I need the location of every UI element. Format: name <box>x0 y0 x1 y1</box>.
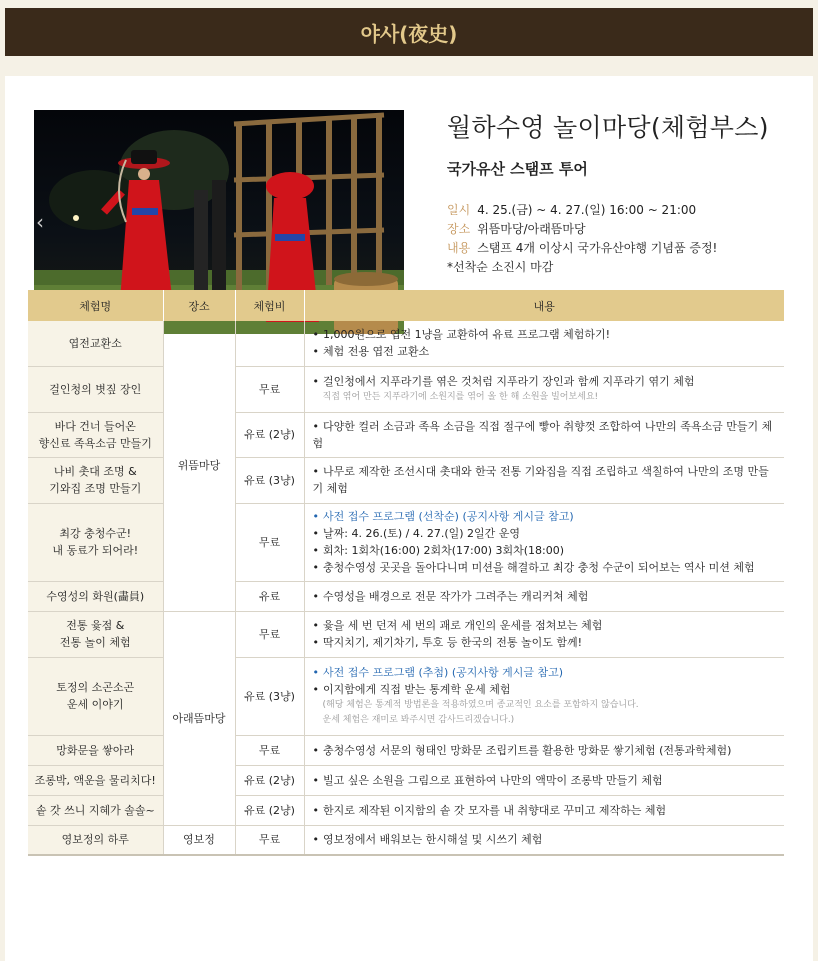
content-bullet: • 다양한 컬러 소금과 족욕 소금을 직접 절구에 빻아 취향껏 조합하여 나만의 족욕소금 만들기 체험 <box>313 418 779 452</box>
content-bullet: • 딱지치기, 제기차기, 투호 등 한국의 전통 놀이도 함께! <box>313 634 779 651</box>
content-row <box>447 239 797 258</box>
name-line: 영보정의 하루 <box>61 833 129 847</box>
name-line: 향신료 족욕소금 만들기 <box>38 436 152 450</box>
content-bullet: • 영보정에서 배워보는 한시해설 및 시쓰기 체험 <box>313 831 779 848</box>
table-row <box>28 457 784 503</box>
name-line: 최강 충청수군! <box>59 527 132 540</box>
content-label: 내용 <box>447 241 471 255</box>
content-subnote: 직접 엮어 만든 지푸라기에 소원지를 엮어 올 한 해 소원을 빌어보세요! <box>322 392 599 402</box>
program-details <box>447 201 797 277</box>
experience-fee: 유료 (2냥) <box>235 412 304 457</box>
name-line: 전통 윷점 & <box>66 619 125 632</box>
note-row: *선착순 소진시 마감 <box>447 260 554 274</box>
program-table-body <box>28 321 784 855</box>
table-row <box>28 795 784 825</box>
content-bullet: • 한지로 제작된 이지함의 솥 갓 모자를 내 취향대로 꾸미고 제작하는 체험 <box>313 802 779 819</box>
content-bullet: • 충청수영성 곳곳을 돌아다니며 미션을 해결하고 최강 충청 수군이 되어보는 역사 미션 체험 <box>313 559 779 576</box>
experience-name <box>28 412 163 457</box>
table-row <box>28 765 784 795</box>
experience-fee: 무료 <box>235 503 304 581</box>
name-line: 수영성의 화원(畵員) <box>46 589 145 603</box>
place-row <box>447 220 797 239</box>
content-bullet: • 충청수영성 서문의 형태인 망화문 조립키트를 활용한 망화문 쌓기체험 (전통과학체험) <box>313 742 779 759</box>
content-value: 스탬프 4개 이상시 국가유산야행 기념품 증정! <box>477 241 718 255</box>
table-row <box>28 581 784 611</box>
program-info <box>447 108 797 277</box>
name-line: 솥 갓 쓰니 지혜가 솔솔~ <box>35 803 155 817</box>
content-bullet: • 빌고 싶은 소원을 그림으로 표현하여 나만의 액막이 조롱박 만들기 체험 <box>313 772 779 789</box>
experience-fee: 유료 <box>235 581 304 611</box>
name-line: 나비 촛대 조명 & <box>53 465 137 478</box>
content-bullet: • 수영성을 배경으로 전문 작가가 그려주는 캐리커쳐 체험 <box>313 588 779 605</box>
name-line: 전통 놀이 체험 <box>59 636 131 649</box>
experience-fee: 유료 (3냥) <box>235 457 304 503</box>
experience-name <box>28 503 163 581</box>
content-bullet: • 체험 전용 엽전 교환소 <box>313 343 779 360</box>
place-value: 위뜸마당/아래뜸마당 <box>477 222 586 236</box>
experience-fee: 유료 (2냥) <box>235 765 304 795</box>
experience-fee: 무료 <box>235 366 304 412</box>
experience-content <box>304 321 784 366</box>
pre-registration-note: • 사전 접수 프로그램 (추첨) (공지사항 게시글 참고) <box>313 664 779 681</box>
experience-fee: 무료 <box>235 825 304 855</box>
table-row <box>28 657 784 735</box>
name-line: 내 동료가 되어라! <box>52 544 139 557</box>
name-line: 바다 건너 들어온 <box>54 419 136 433</box>
experience-fee: 유료 (2냥) <box>235 795 304 825</box>
table-row <box>28 412 784 457</box>
experience-content <box>304 657 784 735</box>
content-bullet: • 날짜: 4. 26.(토) / 4. 27.(일) 2일간 운영 <box>313 525 779 542</box>
experience-fee <box>235 321 304 366</box>
page-header <box>5 8 813 56</box>
experience-name <box>28 457 163 503</box>
experience-name <box>28 366 163 412</box>
experience-fee: 무료 <box>235 611 304 657</box>
table-row <box>28 366 784 412</box>
experience-name <box>28 321 163 366</box>
name-line: 운세 이야기 <box>66 698 124 711</box>
content-bullet: • 이지함에게 직접 받는 통계학 운세 체험 <box>313 681 779 698</box>
experience-content <box>304 825 784 855</box>
experience-content <box>304 795 784 825</box>
col-header-name: 체험명 <box>28 290 163 321</box>
experience-content <box>304 735 784 765</box>
col-header-location: 장소 <box>163 290 235 321</box>
content-bullet: • 걸인청에서 지푸라기를 엮은 것처럼 지푸라기 장인과 함께 지푸라기 엮기 체험 <box>313 373 779 390</box>
place-label: 장소 <box>447 222 471 236</box>
name-line: 토정의 소곤소곤 <box>56 681 135 694</box>
experience-content <box>304 611 784 657</box>
program-table <box>28 290 784 856</box>
experience-fee: 무료 <box>235 735 304 765</box>
experience-name <box>28 611 163 657</box>
content-bullet: • 1,000원으로 엽전 1냥을 교환하여 유료 프로그램 체험하기! <box>313 326 779 343</box>
table-row <box>28 825 784 855</box>
program-title: 월하수영 놀이마당(체험부스) <box>447 113 769 142</box>
experience-name <box>28 765 163 795</box>
table-row <box>28 503 784 581</box>
content-subnote: (해당 체험은 통계적 방법론을 적용하였으며 종교적인 요소를 포함하지 않습니다. <box>322 700 639 710</box>
name-line: 조롱박, 액운을 물리치다! <box>34 773 156 787</box>
table-header-row <box>28 290 784 321</box>
table-row <box>28 735 784 765</box>
date-value: 4. 25.(금) ~ 4. 27.(일) 16:00 ~ 21:00 <box>477 203 697 217</box>
experience-location: 영보정 <box>163 825 235 855</box>
name-line: 기와집 조명 만들기 <box>49 482 142 495</box>
col-header-content: 내용 <box>304 290 784 321</box>
experience-content <box>304 503 784 581</box>
content-bullet: • 나무로 제작한 조선시대 촛대와 한국 전통 기와집을 직접 조립하고 색칠하여 나만의 조명 만들기 체험 <box>313 463 779 497</box>
experience-name <box>28 795 163 825</box>
experience-name <box>28 657 163 735</box>
name-line: 엽전교환소 <box>68 336 122 350</box>
table-row <box>28 611 784 657</box>
program-subtitle: 국가유산 스탬프 투어 <box>447 160 588 178</box>
experience-location: 아래뜸마당 <box>163 611 235 825</box>
table-row <box>28 321 784 366</box>
date-row <box>447 201 797 220</box>
col-header-fee: 체험비 <box>235 290 304 321</box>
experience-name <box>28 825 163 855</box>
experience-content <box>304 412 784 457</box>
name-line: 걸인청의 볏짚 장인 <box>49 382 142 396</box>
experience-name <box>28 581 163 611</box>
experience-name <box>28 735 163 765</box>
content-bullet: • 회차: 1회차(16:00) 2회차(17:00) 3회차(18:00) <box>313 542 779 559</box>
experience-content <box>304 457 784 503</box>
content-subnote: 운세 체험은 재미로 봐주시면 감사드리겠습니다.) <box>322 715 515 725</box>
experience-location: 위뜸마당 <box>163 321 235 611</box>
experience-content <box>304 366 784 412</box>
experience-content <box>304 765 784 795</box>
experience-fee: 유료 (3냥) <box>235 657 304 735</box>
content-bullet: • 윷을 세 번 던져 세 번의 괘로 개인의 운세를 점쳐보는 체험 <box>313 617 779 634</box>
experience-content <box>304 581 784 611</box>
date-label: 일시 <box>447 203 471 217</box>
name-line: 망화문을 쌓아라 <box>56 743 135 757</box>
carousel-prev-icon[interactable]: ‹ <box>36 210 44 234</box>
header-title: 야사(夜史) <box>360 21 458 46</box>
pre-registration-note: • 사전 접수 프로그램 (선착순) (공지사항 게시글 참고) <box>313 508 779 525</box>
